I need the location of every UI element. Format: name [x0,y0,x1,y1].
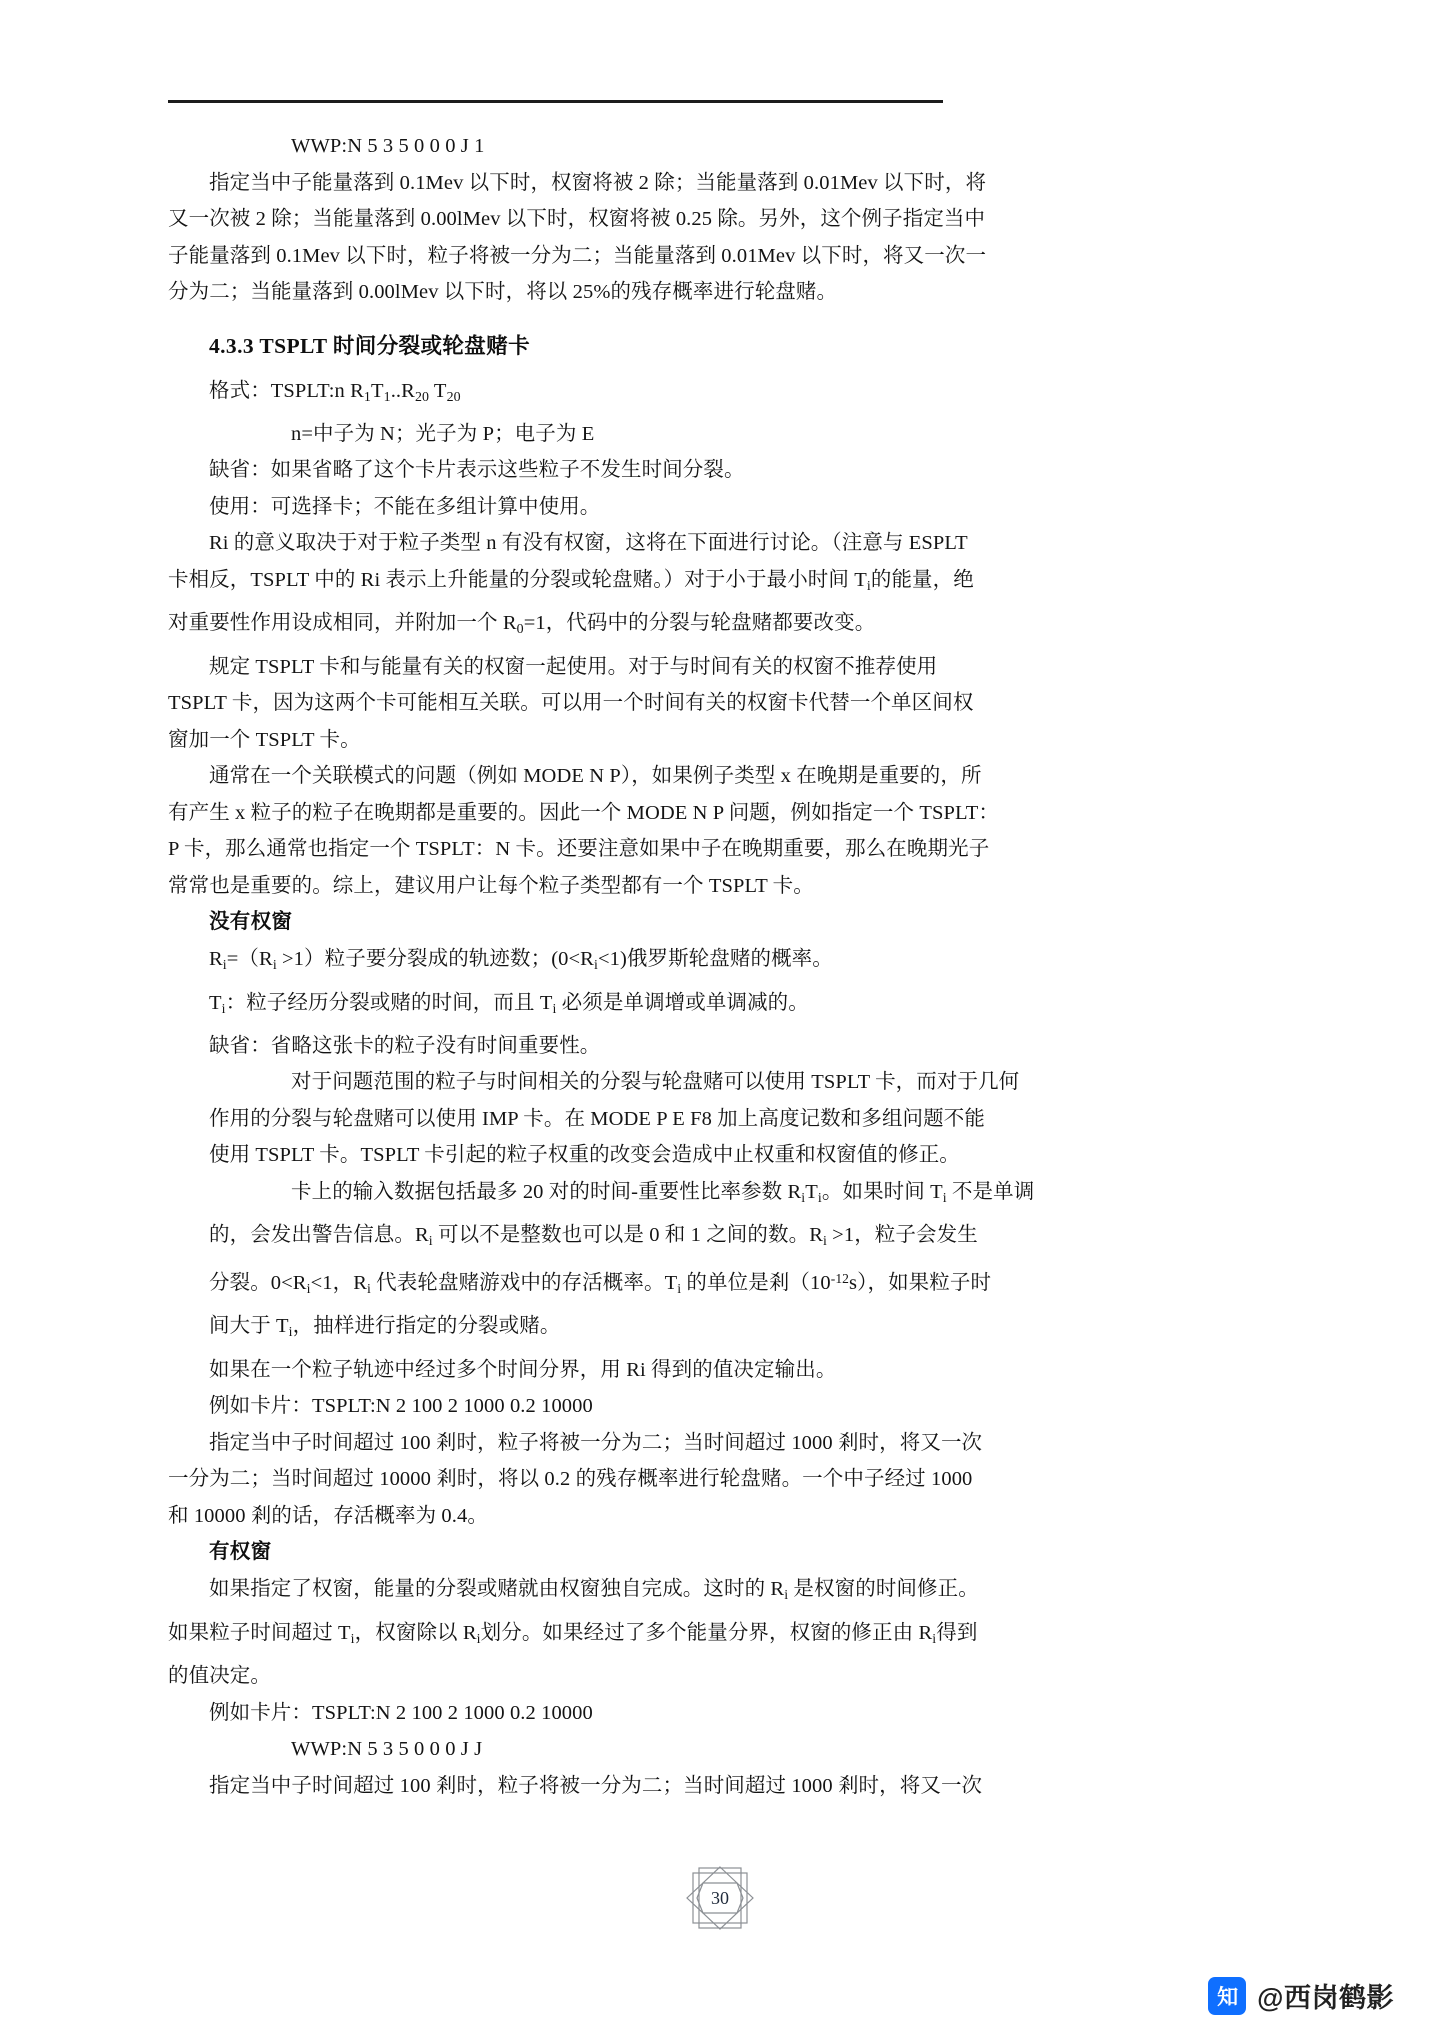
section-heading: 4.3.3 TSPLT 时间分裂或轮盘赌卡 [209,333,531,358]
paragraph-line: 常常也是重要的。综上，建议用户让每个粒子类型都有一个 TSPLT 卡。 [168,874,814,897]
paragraph-line: 分为二；当能量落到 0.00lMev 以下时，将以 25%的残存概率进行轮盘赌。 [168,281,838,303]
format-particle-line: n=中子为 N；光子为 P；电子为 E [291,422,595,445]
zhihu-logo-icon: 知 [1208,1977,1246,2015]
page-number-ornament [683,1865,757,1931]
paragraph-line: Ri 的意义取决于对于粒子类型 n 有没有权窗，这将在下面进行讨论。（注意与 ESPLT [209,532,968,555]
paragraph-line: TSPLT 卡，因为这两个卡可能相互关联。可以用一个时间有关的权窗卡代替一个单区间权 [168,692,974,715]
paragraph-line: 间大于 $T_i$，抽样进行指定的分裂或赌。 [209,1315,561,1341]
paragraph-line: 有产生 x 粒子的粒子在晚期都是重要的。因此一个 MODE N P 问题，例如指定一个 TSPLT： [168,801,999,824]
paragraph-line: 又一次被 2 除；当能量落到 0.00lMev 以下时，权窗将被 0.25 除。另外，这个例子指定当中 [168,208,986,230]
paragraph-line: P 卡，那么通常也指定一个 TSPLT：N 卡。还要注意如果中子在晚期重要，那么在晚期光子 [168,838,990,861]
header-rule [168,100,943,103]
paragraph-line: 和 10000 剎的话，存活概率为 0.4。 [168,1504,488,1527]
paragraph-line: 分裂。$0<R_i<1$，$R_i$ 代表轮盘赌游戏中的存活概率。$T_i$ 的单位是剎$(10^{-12}s)$，如果粒子时 [209,1270,992,1297]
spacer [168,366,950,373]
paragraph-line: 一分为二；当时间超过 10000 剎时，将以 0.2 的残存概率进行轮盘赌。一个中子经过 1000 [168,1468,973,1491]
paragraph-line: 窗加一个 TSPLT 卡。 [168,728,361,751]
paragraph-line: 子能量落到 0.1Mev 以下时，粒子将被一分为二；当能量落到 0.01Mev 以下时，将又一次一 [168,244,987,267]
example-card-line-wwp: WWP:N 5 3 5 0 0 0 J J [291,1738,483,1761]
paragraph-line: 如果在一个粒子轨迹中经过多个时间分界，用 Ri 得到的值决定输出。 [209,1358,837,1381]
code-line-wwp: WWP:N 5 3 5 0 0 0 J 1 [291,135,485,157]
paragraph-line: 卡相反，TSPLT 中的 Ri 表示上升能量的分裂或轮盘赌。）对于小于最小时间 $T_i$的能量，绝 [168,568,974,594]
paragraph-line: 卡上的输入数据包括最多 20 对的时间-重要性比率参数 $R_iT_i$。如果时间 $T_i$ 不是单调 [291,1180,1035,1206]
paragraph-line: 指定当中子时间超过 100 剎时，粒子将被一分为二；当时间超过 1000 剎时，将又一次 [209,1774,983,1797]
page-footer [0,1865,1440,1936]
paragraph-line: 对重要性作用设成相同，并附加一个 $R_0=1$，代码中的分裂与轮盘赌都要改变。 [168,612,876,638]
subheading-with-weight-window: 有权窗 [209,1541,272,1564]
definition-line-ri: $R_i=(R_i >1)$粒子要分裂成的轨迹数；$(0<R_i<1)$俄罗斯轮盘赌的概率。 [209,948,833,974]
paragraph-line: 作用的分裂与轮盘赌可以使用 IMP 卡。在 MODE P E F8 加上高度记数和多组问题不能 [209,1107,985,1130]
paragraph-line: 的，会发出警告信息。$R_i$ 可以不是整数也可以是 0 和 1 之间的数。$R_i >1$，粒子会发生 [209,1224,978,1250]
page-content [168,128,1035,1804]
paragraph-line: 对于问题范围的粒子与时间相关的分裂与轮盘赌可以使用 TSPLT 卡，而对于几何 [291,1071,1020,1094]
paragraph-line: 指定当中子时间超过 100 剎时，粒子将被一分为二；当时间超过 1000 剎时，将又一次 [209,1431,983,1454]
page-number: 30 [711,1887,729,1908]
paragraph-line: 指定当中子能量落到 0.1Mev 以下时，权窗将被 2 除；当能量落到 0.01Mev 以下时，将 [209,171,987,194]
watermark-handle: @西岗鹤影 [1257,1983,1394,2013]
paragraph-line: 通常在一个关联模式的问题（例如 MODE N P），如果例子类型 x 在晚期是重要的，所 [209,765,982,788]
paragraph-line: 如果粒子时间超过 $T_i$，权窗除以 $R_i$划分。如果经过了多个能量分界，权窗的修正由 $R_i$得到 [168,1621,978,1647]
subheading-no-weight-window: 没有权窗 [209,911,293,934]
paragraph-line: 如果指定了权窗，能量的分裂或赌就由权窗独自完成。这时的 $R_i$ 是权窗的时间修正。 [209,1578,979,1604]
paragraph-line: 使用 TSPLT 卡。TSPLT 卡引起的粒子权重的改变会造成中止权重和权窗值的修正。 [209,1144,960,1167]
spacer [168,311,950,326]
paragraph-line: 规定 TSPLT 卡和与能量有关的权窗一起使用。对于与时间有关的权窗不推荐使用 [209,655,938,678]
definition-line-ti: $T_i$：粒子经历分裂或赌的时间，而且 $T_i$ 必须是单调增或单调减的。 [209,991,809,1017]
example-card-line-2: 例如卡片：TSPLT:N 2 100 2 1000 0.2 10000 [209,1701,593,1724]
usage-line: 使用：可选择卡；不能在多组计算中使用。 [209,495,601,518]
paragraph-line: 的值决定。 [168,1665,271,1688]
example-card-line-1: 例如卡片：TSPLT:N 2 100 2 1000 0.2 10000 [209,1395,593,1418]
format-line: 格式：TSPLT:n $R_1T_1..R_{20}$ $T_{20}$ [209,379,461,405]
definition-line-default: 缺省：省略这张卡的粒子没有时间重要性。 [209,1034,601,1057]
watermark [1208,1976,1394,2015]
default-line: 缺省：如果省略了这个卡片表示这些粒子不发生时间分裂。 [209,459,745,482]
